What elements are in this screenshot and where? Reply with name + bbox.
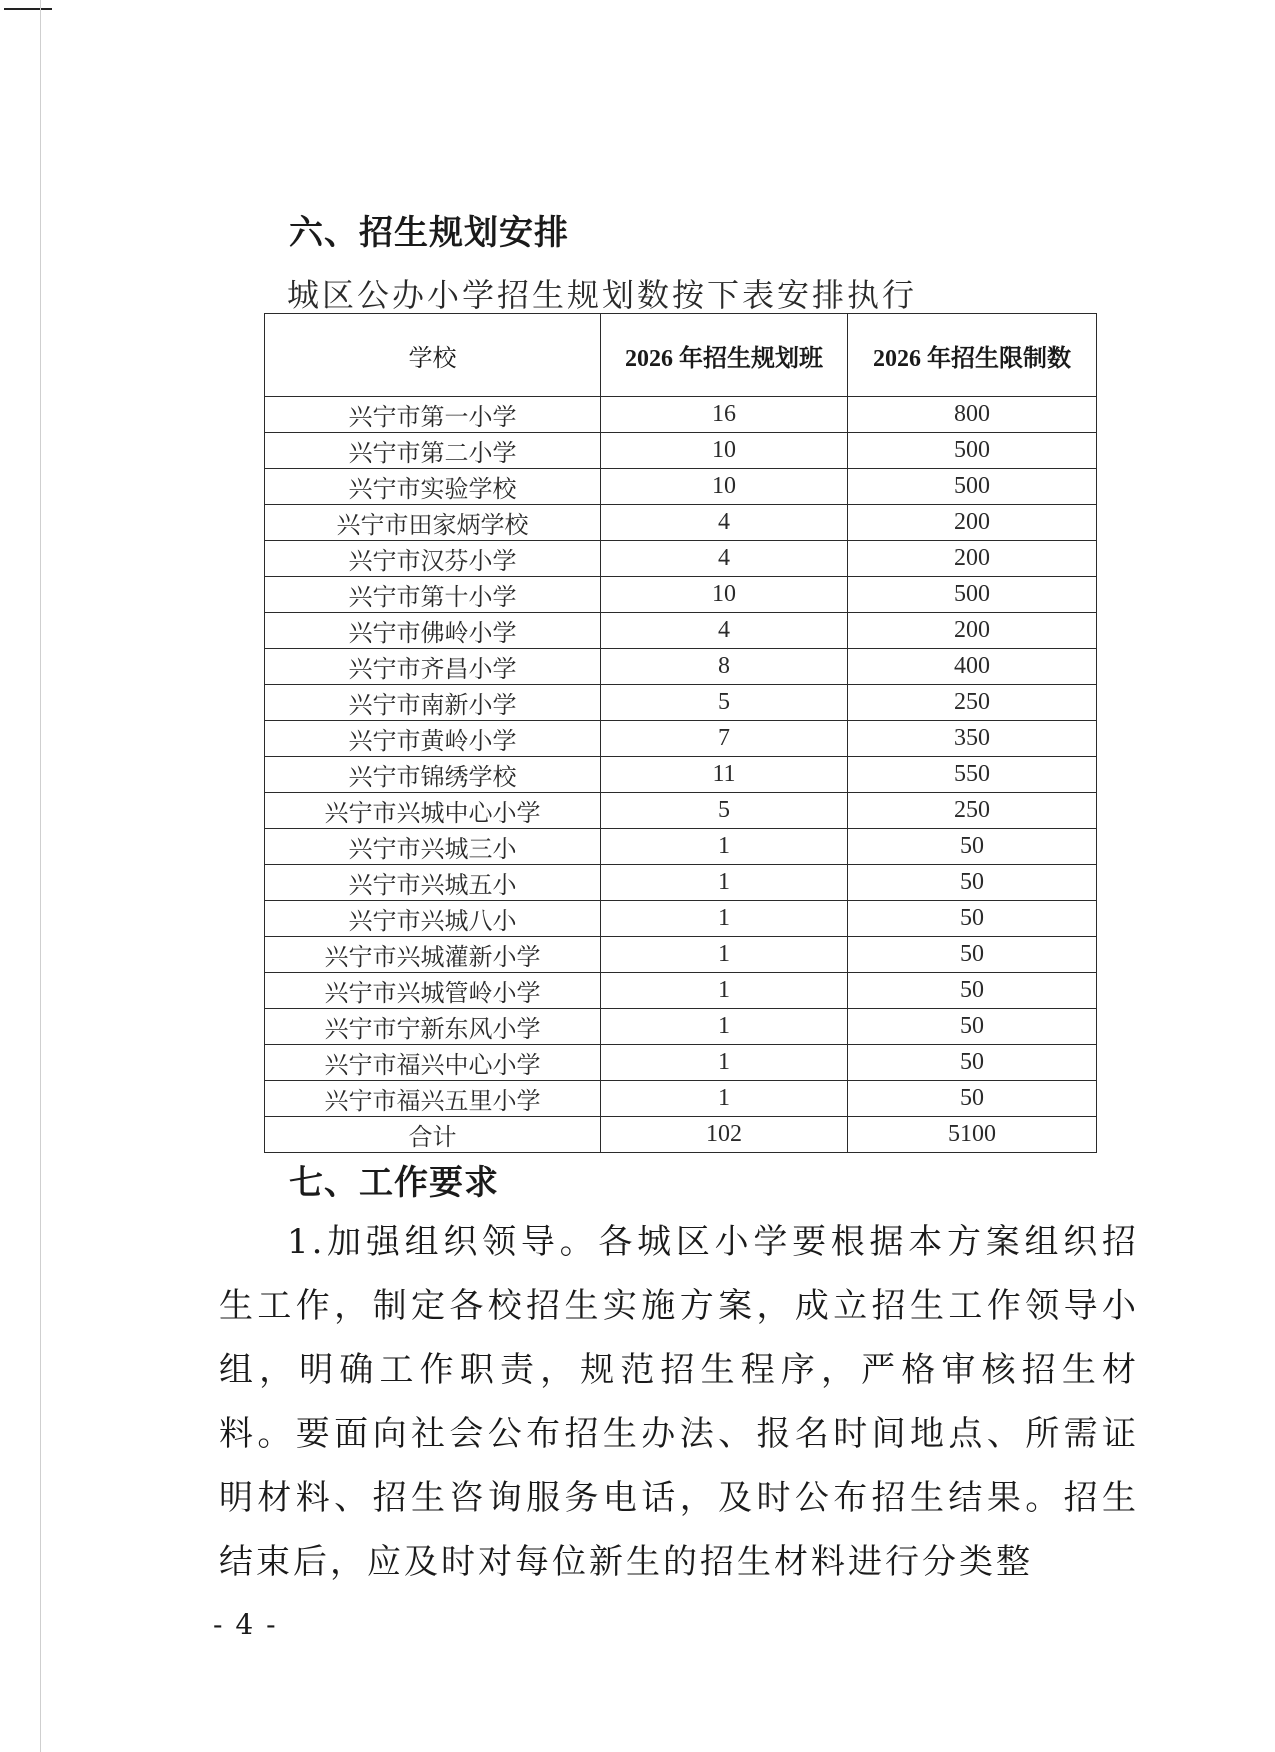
cell-planned-classes: 8: [601, 649, 848, 685]
table-row: [265, 613, 1097, 649]
cell-enrollment-limit: 50: [848, 973, 1097, 1009]
cell-planned-classes: 4: [601, 541, 848, 577]
header-school: 学校: [265, 314, 601, 397]
cell-planned-classes: 1: [601, 901, 848, 937]
cell-school: 兴宁市兴城三小: [265, 829, 601, 865]
cell-school: 兴宁市兴城五小: [265, 865, 601, 901]
table-row: [265, 757, 1097, 793]
cell-enrollment-limit: 200: [848, 505, 1097, 541]
cell-planned-classes: 1: [601, 1081, 848, 1117]
header-enrollment-limit: 2026 年招生限制数: [848, 314, 1097, 397]
cell-school: 兴宁市福兴五里小学: [265, 1081, 601, 1117]
cell-planned-classes: 1: [601, 865, 848, 901]
cell-planned-classes: 5: [601, 793, 848, 829]
cell-school: 兴宁市兴城管岭小学: [265, 973, 601, 1009]
cell-school: 兴宁市黄岭小学: [265, 721, 601, 757]
table-row: [265, 793, 1097, 829]
cell-enrollment-limit: 200: [848, 613, 1097, 649]
scan-edge-line: [40, 0, 41, 1752]
table-row: [265, 541, 1097, 577]
table-header-row: [265, 314, 1097, 397]
page-number: - 4 -: [213, 1608, 278, 1641]
cell-enrollment-limit: 350: [848, 721, 1097, 757]
cell-planned-classes: 10: [601, 469, 848, 505]
table-total-row: [265, 1117, 1097, 1153]
cell-school: 兴宁市田家炳学校: [265, 505, 601, 541]
table-row: [265, 433, 1097, 469]
cell-enrollment-limit: 50: [848, 901, 1097, 937]
cell-enrollment-limit: 550: [848, 757, 1097, 793]
cell-school: 兴宁市兴城灌新小学: [265, 937, 601, 973]
cell-planned-classes: 10: [601, 577, 848, 613]
cell-enrollment-limit: 500: [848, 433, 1097, 469]
table-row: [265, 973, 1097, 1009]
cell-planned-classes: 1: [601, 829, 848, 865]
cell-school: 兴宁市兴城八小: [265, 901, 601, 937]
table-row: [265, 685, 1097, 721]
section-heading-seven: 七、工作要求: [289, 1163, 499, 1203]
cell-planned-classes: 4: [601, 505, 848, 541]
cell-planned-classes: 16: [601, 397, 848, 433]
cell-planned-classes: 1: [601, 1045, 848, 1081]
table-row: [265, 901, 1097, 937]
cell-school: 兴宁市实验学校: [265, 469, 601, 505]
section-intro-text: 城区公办小学招生规划数按下表安排执行: [287, 276, 918, 314]
cell-planned-classes: 1: [601, 937, 848, 973]
cell-planned-classes: 1: [601, 1009, 848, 1045]
table-row: [265, 397, 1097, 433]
table-row: [265, 1009, 1097, 1045]
table-row: [265, 649, 1097, 685]
cell-enrollment-limit: 5100: [848, 1117, 1097, 1153]
table-row: [265, 721, 1097, 757]
table-body: [265, 397, 1097, 1153]
cell-planned-classes: 5: [601, 685, 848, 721]
table-row: [265, 1081, 1097, 1117]
cell-enrollment-limit: 200: [848, 541, 1097, 577]
cell-school: 兴宁市齐昌小学: [265, 649, 601, 685]
cell-school: 兴宁市佛岭小学: [265, 613, 601, 649]
cell-school: 兴宁市锦绣学校: [265, 757, 601, 793]
cell-enrollment-limit: 500: [848, 469, 1097, 505]
cell-enrollment-limit: 50: [848, 1081, 1097, 1117]
table-row: [265, 1045, 1097, 1081]
table-row: [265, 469, 1097, 505]
cell-enrollment-limit: 50: [848, 829, 1097, 865]
enrollment-plan-table: [264, 313, 1097, 1153]
cell-enrollment-limit: 50: [848, 1009, 1097, 1045]
cell-planned-classes: 7: [601, 721, 848, 757]
cell-enrollment-limit: 250: [848, 793, 1097, 829]
cell-planned-classes: 11: [601, 757, 848, 793]
cell-school: 兴宁市宁新东风小学: [265, 1009, 601, 1045]
cell-school: 合计: [265, 1117, 601, 1153]
cell-school: 兴宁市第一小学: [265, 397, 601, 433]
header-planned-classes: 2026 年招生规划班: [601, 314, 848, 397]
cell-enrollment-limit: 800: [848, 397, 1097, 433]
table-row: [265, 577, 1097, 613]
table-row: [265, 505, 1097, 541]
cell-enrollment-limit: 250: [848, 685, 1097, 721]
scan-corner-mark: [4, 8, 52, 10]
cell-enrollment-limit: 400: [848, 649, 1097, 685]
cell-planned-classes: 102: [601, 1117, 848, 1153]
cell-enrollment-limit: 50: [848, 937, 1097, 973]
table-row: [265, 937, 1097, 973]
cell-school: 兴宁市福兴中心小学: [265, 1045, 601, 1081]
table-row: [265, 829, 1097, 865]
cell-school: 兴宁市南新小学: [265, 685, 601, 721]
cell-school: 兴宁市第十小学: [265, 577, 601, 613]
cell-enrollment-limit: 500: [848, 577, 1097, 613]
cell-school: 兴宁市第二小学: [265, 433, 601, 469]
work-requirement-paragraph: 1.加强组织领导。各城区小学要根据本方案组织招生工作，制定各校招生实施方案，成立招生工作领导小组，明确工作职责，规范招生程序，严格审核招生材料。要面向社会公布招生办法、报名时间地点、所需证明材料、招生咨询服务电话，及时公布招生结果。招生结束后，应及时对每位新生的招生材料进行分类整: [219, 1222, 1139, 1582]
cell-planned-classes: 4: [601, 613, 848, 649]
cell-school: 兴宁市兴城中心小学: [265, 793, 601, 829]
cell-planned-classes: 10: [601, 433, 848, 469]
section-heading-six: 六、招生规划安排: [289, 213, 569, 253]
cell-enrollment-limit: 50: [848, 1045, 1097, 1081]
cell-planned-classes: 1: [601, 973, 848, 1009]
cell-school: 兴宁市汉芬小学: [265, 541, 601, 577]
cell-enrollment-limit: 50: [848, 865, 1097, 901]
table-row: [265, 865, 1097, 901]
